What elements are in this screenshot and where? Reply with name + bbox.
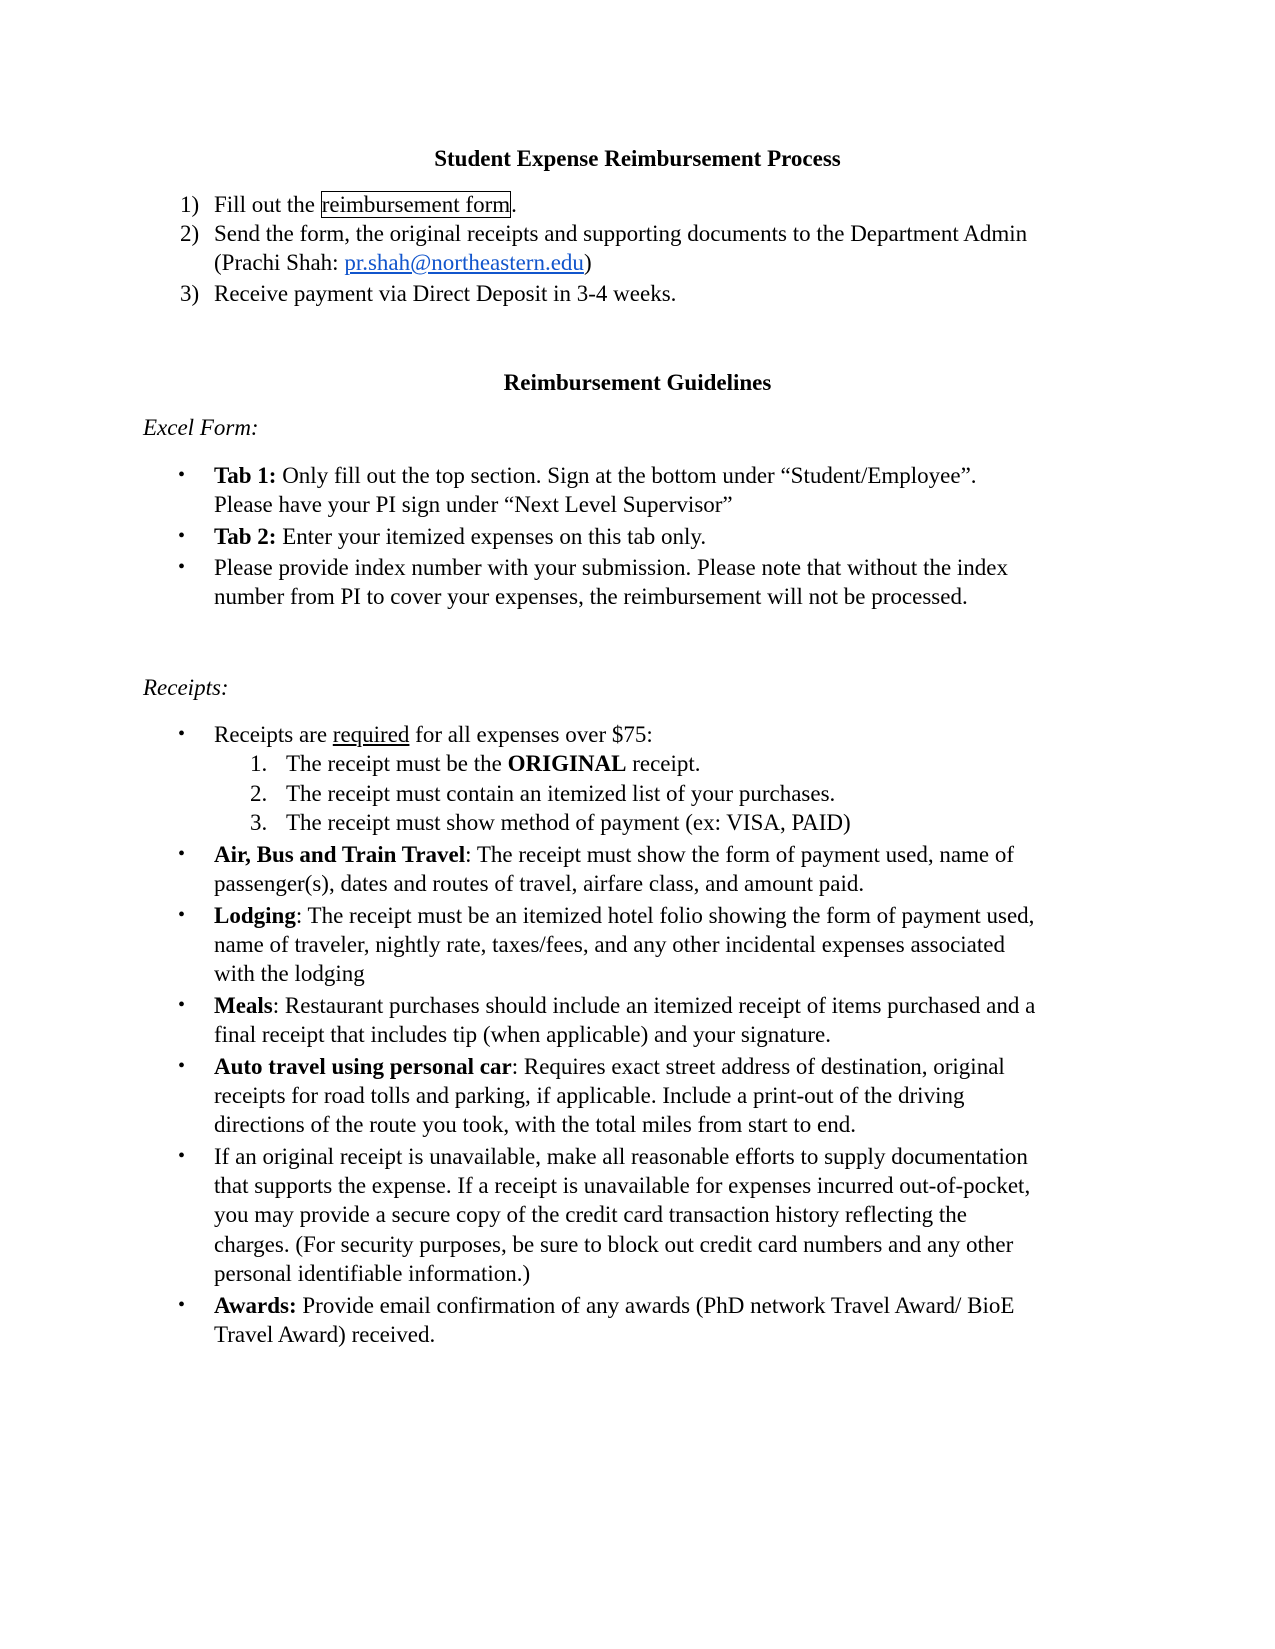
bold-label: Tab 1: bbox=[214, 463, 277, 488]
step-3: Receive payment via Direct Deposit in 3-4 weeks. bbox=[214, 281, 677, 306]
bullet-icon: • bbox=[178, 904, 186, 926]
bold-label: Air, Bus and Train Travel bbox=[214, 842, 466, 867]
bold-label: Auto travel using personal car bbox=[214, 1054, 512, 1079]
sub-item-2: The receipt must contain an itemized list of your purchases. bbox=[286, 781, 836, 806]
tab-1-line-1 bbox=[214, 464, 977, 487]
bullet-icon: • bbox=[178, 556, 186, 578]
receipts-heading: Receipts: bbox=[143, 675, 229, 700]
step-text: . bbox=[511, 192, 517, 217]
bullet-icon: • bbox=[178, 1294, 186, 1316]
lodging-line-1 bbox=[214, 904, 1034, 927]
bullet-icon: • bbox=[178, 464, 186, 486]
bold-label: Tab 2: bbox=[214, 524, 277, 549]
sub-text: receipt. bbox=[626, 751, 701, 776]
auto-travel-line-2: receipts for road tolls and parking, if applicable. Include a print-out of the driving bbox=[214, 1083, 965, 1108]
sub-number: 2. bbox=[250, 781, 268, 806]
bullet-icon: • bbox=[178, 1145, 186, 1167]
bullet-text: Provide email confirmation of any awards (PhD network Travel Award/ BioE bbox=[296, 1293, 1015, 1318]
bullet-text: Receipts are bbox=[214, 722, 333, 747]
bold-word: ORIGINAL bbox=[507, 751, 627, 776]
sub-text: The receipt must be the bbox=[286, 751, 508, 776]
bold-label: Meals bbox=[214, 993, 273, 1018]
tab-1-line-2: Please have your PI sign under “Next Level Supervisor” bbox=[214, 492, 733, 517]
sub-number: 3. bbox=[250, 810, 268, 835]
step-1 bbox=[214, 193, 517, 216]
guidelines-title: Reimbursement Guidelines bbox=[503, 370, 772, 395]
bullet-text: : Requires exact street address of destination, original bbox=[511, 1054, 1005, 1079]
step-text: Fill out the bbox=[214, 192, 321, 217]
sub-number: 1. bbox=[250, 751, 268, 776]
index-line-2: number from PI to cover your expenses, the reimbursement will not be processed. bbox=[214, 584, 968, 609]
sub-item-1 bbox=[286, 752, 701, 775]
step-number: 1) bbox=[180, 192, 200, 217]
bullet-icon: • bbox=[178, 525, 186, 547]
bullet-icon: • bbox=[178, 994, 186, 1016]
lodging-line-3: with the lodging bbox=[214, 961, 365, 986]
bullet-text: Enter your itemized expenses on this tab only. bbox=[276, 524, 707, 549]
excel-form-heading: Excel Form: bbox=[143, 415, 259, 440]
bold-label: Lodging bbox=[214, 903, 296, 928]
sub-item-3: The receipt must show method of payment (ex: VISA, PAID) bbox=[286, 810, 851, 835]
meals-line-2: final receipt that includes tip (when applicable) and your signature. bbox=[214, 1022, 831, 1047]
bullet-text: for all expenses over $75: bbox=[409, 722, 653, 747]
lodging-line-2: name of traveler, nightly rate, taxes/fees, and any other incidental expenses associated bbox=[214, 932, 1005, 957]
step-text: (Prachi Shah: bbox=[214, 250, 345, 275]
unavailable-line-5: personal identifiable information.) bbox=[214, 1261, 531, 1286]
page-title: Student Expense Reimbursement Process bbox=[434, 146, 841, 171]
bullet-text: : The receipt must show the form of payment used, name of bbox=[465, 842, 1015, 867]
auto-travel-line-1 bbox=[214, 1055, 1005, 1078]
air-travel-line-2: passenger(s), dates and routes of travel, airfare class, and amount paid. bbox=[214, 871, 865, 896]
step-number: 3) bbox=[180, 281, 200, 306]
meals-line-1 bbox=[214, 994, 1035, 1017]
step-2-line-2 bbox=[214, 251, 592, 274]
bold-label: Awards: bbox=[214, 1293, 297, 1318]
bullet-icon: • bbox=[178, 1055, 186, 1077]
unavailable-line-3: you may provide a secure copy of the credit card transaction history reflecting the bbox=[214, 1202, 967, 1227]
step-text: ) bbox=[583, 250, 592, 275]
awards-line-1 bbox=[214, 1294, 1014, 1317]
bullet-text: Only fill out the top section. Sign at the bottom under “Student/Employee”. bbox=[276, 463, 977, 488]
bullet-icon: • bbox=[178, 723, 186, 745]
unavailable-line-4: charges. (For security purposes, be sure to block out credit card numbers and any other bbox=[214, 1232, 1014, 1257]
tab-2-line bbox=[214, 525, 706, 548]
bullet-text: : The receipt must be an itemized hotel folio showing the form of payment used, bbox=[295, 903, 1035, 928]
reimbursement-form-link[interactable]: reimbursement form bbox=[321, 192, 511, 217]
underlined-word: required bbox=[332, 722, 410, 747]
awards-line-2: Travel Award) received. bbox=[214, 1322, 436, 1347]
receipts-required-line bbox=[214, 723, 653, 746]
email-link[interactable]: pr.shah@northeastern.edu bbox=[344, 250, 584, 275]
bullet-text: : Restaurant purchases should include an itemized receipt of items purchased and a bbox=[272, 993, 1036, 1018]
bullet-icon: • bbox=[178, 843, 186, 865]
step-number: 2) bbox=[180, 221, 200, 246]
step-2-line-1: Send the form, the original receipts and supporting documents to the Department Admin bbox=[214, 221, 1028, 246]
unavailable-line-1: If an original receipt is unavailable, make all reasonable efforts to supply documentation bbox=[214, 1144, 1028, 1169]
air-travel-line-1 bbox=[214, 843, 1014, 866]
auto-travel-line-3: directions of the route you took, with the total miles from start to end. bbox=[214, 1112, 856, 1137]
index-line-1: Please provide index number with your submission. Please note that without the index bbox=[214, 555, 1009, 580]
unavailable-line-2: that supports the expense. If a receipt is unavailable for expenses incurred out-of-pocket, bbox=[214, 1173, 1031, 1198]
